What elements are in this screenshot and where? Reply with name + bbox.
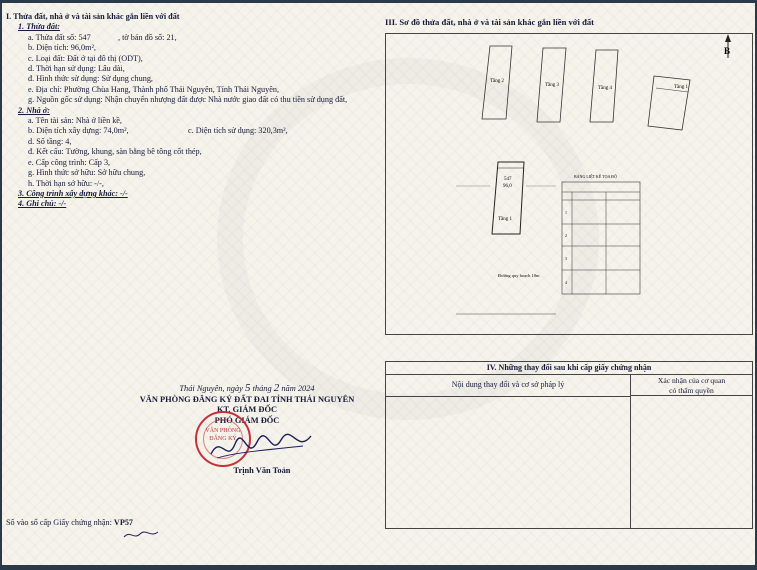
parcel-number: a. Thửa đất số: 547 (28, 32, 91, 42)
parcel-diagram (385, 33, 753, 335)
issuing-office: VĂN PHÒNG ĐĂNG KÝ ĐẤT ĐAI TỈNH THÁI NGUYÊN (139, 394, 355, 404)
building-area: b. Diện tích xây dựng: 74,0m², (28, 126, 129, 136)
usage-origin: g. Nguồn gốc sử dụng: Nhận chuyển nhượng đất được Nhà nước giao đất có thu tiền sử dụng đất, (28, 95, 348, 105)
main-parcel (492, 162, 524, 234)
changes-col-confirm (631, 374, 752, 396)
date-day: 5 (244, 382, 251, 394)
ownership-form: g. Hình thức sở hữu: Sở hữu chung, (28, 168, 146, 178)
initial-signature (122, 528, 162, 542)
parcel-area-label: 96,0 (503, 184, 512, 189)
confirm-line-2: có thẩm quyền (669, 385, 714, 395)
column-divider (630, 396, 631, 528)
changes-table (385, 361, 753, 529)
usage-form: đ. Hình thức sử dụng: Sử dụng chung, (28, 74, 153, 84)
date-year: năm 2024 (281, 384, 315, 393)
parcel-subtitle: 1. Thửa đất: (18, 22, 60, 32)
notes: 4. Ghi chú: -/- (18, 199, 67, 209)
registry-label: Số vào sổ cấp Giấy chứng nhận: (6, 518, 112, 527)
floor-plan-3 (537, 48, 566, 122)
structure: đ. Kết cấu: Tường, khung, sàn bằng bê tông cốt thép, (28, 147, 202, 157)
registry-code: VP57 (113, 518, 134, 527)
parcel-area: b. Diện tích: 96,0m², (28, 43, 96, 53)
date-prefix: Thái Nguyên, ngày (179, 384, 243, 393)
floor-plan-2 (482, 46, 512, 119)
floor-plan-4 (590, 50, 618, 122)
signer-role-2: PHÓ GIÁM ĐỐC (214, 415, 280, 425)
map-sheet: , tờ bản đồ số: 21, (118, 32, 177, 42)
registry-footer (6, 518, 133, 527)
main-floor-label: Tầng 1 (498, 217, 513, 222)
coord-row: 1 (565, 210, 567, 215)
confirm-line-1: Xác nhận của cơ quan (657, 376, 726, 385)
coord-row: 2 (565, 233, 567, 238)
changes-col-content: Nội dung thay đổi và cơ sở pháp lý (386, 374, 631, 397)
north-arrow (724, 34, 731, 58)
floor-label: Tầng 3 (545, 83, 560, 88)
date-month: 2 (273, 382, 280, 394)
house-subtitle: 2. Nhà ở: (18, 105, 50, 115)
land-type: c. Loại đất: Đất ở tại đô thị (ODT), (28, 53, 143, 63)
stamp-text: VĂN PHÒNG ĐĂNG KÝ (205, 428, 241, 442)
floor-label: Tầng 1 (674, 85, 689, 90)
coord-row: 4 (565, 280, 567, 285)
coord-row: 3 (565, 256, 567, 261)
parcel-info-section (6, 12, 378, 210)
handwritten-signature (207, 428, 317, 468)
usable-area: c. Diện tích sử dụng: 320,3m², (188, 126, 288, 136)
floor-count: d. Số tầng: 4, (28, 136, 72, 146)
diagram-heading: III. Sơ đồ thửa đất, nhà ở và tài sản khác gắn liền với đất (385, 17, 595, 27)
issue-date (112, 383, 382, 395)
asset-name: a. Tên tài sản: Nhà ở liền kề, (28, 116, 122, 126)
floor-label: Tầng 4 (598, 86, 613, 91)
changes-title: IV. Những thay đổi sau khi cấp giấy chứng nhận (386, 362, 752, 375)
signer-name: Trịnh Văn Toản (233, 466, 291, 475)
road-label: Đường quy hoạch 10m (498, 273, 540, 278)
usage-term: d. Thời hạn sử dụng: Lâu dài, (28, 64, 125, 74)
signer-role-1: KT. GIÁM ĐỐC (216, 405, 278, 414)
section-heading: I. Thửa đất, nhà ở và tài sản khác gắn liền với đất (6, 12, 180, 21)
other-constructions: 3. Công trình xây dựng khác: -/- (18, 188, 128, 198)
floor-plan-1-small (648, 76, 690, 130)
parcel-label: 547 (504, 177, 512, 182)
date-month-prefix: tháng (252, 384, 272, 393)
ownership-term: h. Thời hạn sở hữu: -/-, (28, 178, 104, 188)
coordinate-table (562, 174, 640, 294)
certificate-page (2, 3, 755, 565)
north-label: B (724, 46, 731, 56)
parcel-number-row (6, 33, 378, 43)
diagram-svg (386, 34, 752, 334)
floor-label: Tầng 2 (490, 79, 505, 84)
address: e. Địa chỉ: Phường Chùa Hang, Thành phố Thái Nguyên, Tỉnh Thái Nguyên, (28, 84, 280, 94)
area-row (6, 126, 378, 136)
coord-table-title: BẢNG LIỆT KÊ TỌA ĐỘ (574, 174, 617, 179)
building-grade: e. Cấp công trình: Cấp 3, (28, 157, 111, 167)
